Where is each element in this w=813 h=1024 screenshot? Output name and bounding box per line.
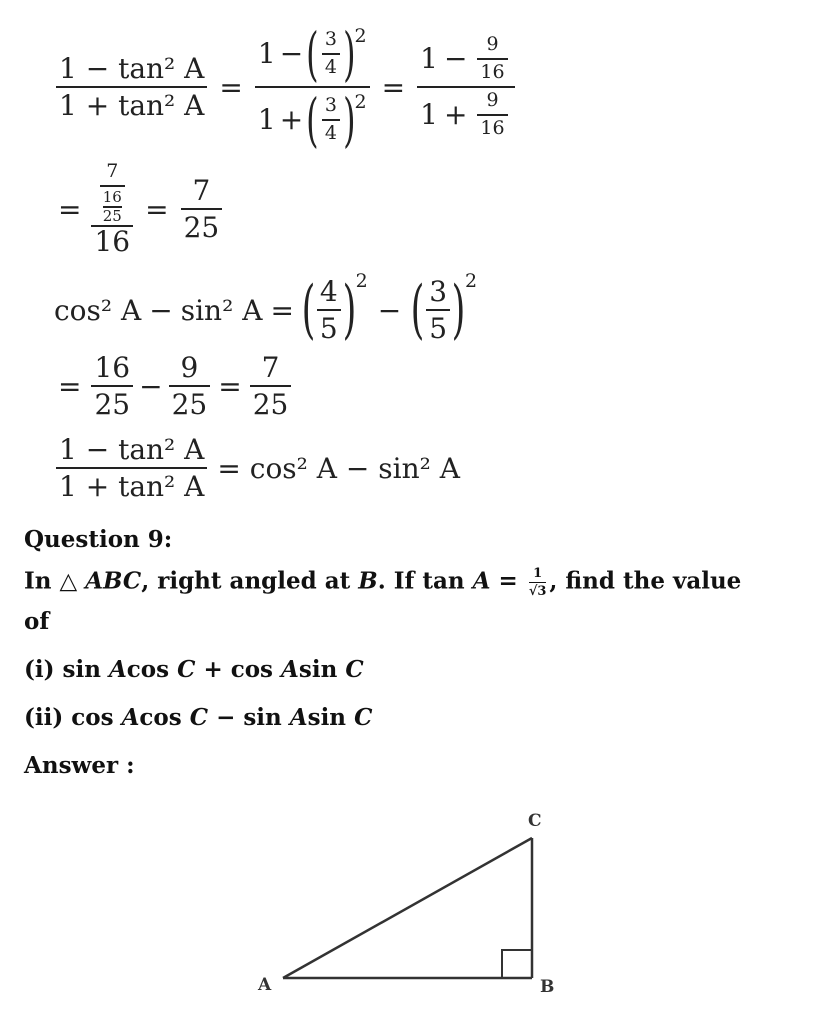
left-paren: ( xyxy=(301,273,316,347)
q-text: (ii) cos xyxy=(24,704,114,731)
q-equals: = xyxy=(498,567,518,595)
right-paren: ) xyxy=(343,86,356,154)
frac-num: 7 xyxy=(261,350,280,384)
q-var: A xyxy=(289,704,308,731)
vertex-label-b: B xyxy=(540,977,555,997)
answer-heading: Answer : xyxy=(24,752,135,779)
nine-sixteenths xyxy=(477,91,507,139)
frac-den: 25 xyxy=(171,388,208,421)
q-text: sin xyxy=(298,656,338,683)
question-heading: Question 9: xyxy=(24,526,173,553)
q-var: C xyxy=(354,704,373,731)
hypotenuse-ac xyxy=(283,838,532,978)
right-angle-marker xyxy=(502,950,532,978)
q-var: A xyxy=(108,656,127,683)
q-text: . If tan xyxy=(377,567,465,595)
frac-den: 4 xyxy=(324,122,337,144)
frac-num: 3 xyxy=(429,274,448,308)
eq1-middle-fraction xyxy=(255,20,370,154)
q-text: cos xyxy=(126,656,170,683)
frac-den: 4 xyxy=(324,56,337,78)
plus-sign: + xyxy=(443,98,468,132)
eq1-middle-numerator xyxy=(255,20,370,88)
question-part-ii xyxy=(24,704,372,731)
minus-sign: − xyxy=(139,369,163,403)
q-var: A xyxy=(472,567,491,595)
equals-sign: = xyxy=(58,192,82,226)
q-var: ABC xyxy=(85,567,142,595)
nine-25ths xyxy=(169,350,211,421)
plus-sign: + xyxy=(279,103,304,137)
frac-num: 1 xyxy=(533,566,543,581)
question-line-2: of xyxy=(24,608,50,635)
minus-sign: − xyxy=(377,293,402,327)
minus-sign: − xyxy=(279,37,304,71)
eq1-lhs-denominator: 1 + tan² A xyxy=(59,89,205,122)
right-paren: ) xyxy=(342,273,357,347)
eq2-compound-fraction xyxy=(91,159,133,259)
frac-num: 9 xyxy=(180,350,199,384)
q-var: C xyxy=(345,656,364,683)
q-text: sin xyxy=(307,704,347,731)
one: 1 xyxy=(420,42,438,76)
question-line-1 xyxy=(24,566,741,599)
q-text: , right angled at xyxy=(141,567,351,595)
exponent: 2 xyxy=(465,270,478,292)
frac-den: 25 xyxy=(252,388,289,421)
frac-den: 16 xyxy=(480,116,505,139)
eq5-rhs: = cos² A − sin² A xyxy=(217,451,460,485)
right-paren: ) xyxy=(451,273,466,347)
three-quarters xyxy=(322,96,340,144)
equals-sign: = xyxy=(219,70,243,104)
frac-den: 5 xyxy=(429,312,448,345)
equals-sign: = xyxy=(58,369,82,403)
frac-den: 16 xyxy=(480,61,505,84)
q-var: A xyxy=(281,656,299,683)
frac-num: 9 xyxy=(486,33,499,56)
sixteen-25ths xyxy=(91,350,133,421)
question-part-i xyxy=(24,656,364,683)
exponent: 2 xyxy=(355,270,368,292)
q-text: (i) sin xyxy=(24,656,101,683)
frac-num: 4 xyxy=(319,274,338,308)
eq5-fraction xyxy=(56,432,207,503)
frac-num: 3 xyxy=(324,94,337,117)
left-paren: ( xyxy=(306,86,319,154)
frac-den: 5 xyxy=(319,312,338,345)
right-paren: ) xyxy=(343,20,356,88)
eq1-right-numerator xyxy=(417,35,514,83)
equals-sign: = xyxy=(381,70,406,104)
q-var: C xyxy=(177,656,196,683)
frac-den: 25 xyxy=(94,388,131,421)
eq2-result-fraction xyxy=(181,173,223,244)
minus-sign: − xyxy=(443,42,468,76)
eq2-compound-numerator xyxy=(97,159,128,226)
left-paren: ( xyxy=(306,20,319,88)
q-var: C xyxy=(189,704,209,731)
exponent: 2 xyxy=(354,91,367,113)
eq1-middle-denominator xyxy=(255,86,370,154)
frac-num: 3 xyxy=(324,28,337,51)
frac-num: 16 xyxy=(94,350,131,384)
left-paren: ( xyxy=(410,273,425,347)
result-den: 25 xyxy=(183,211,220,244)
eq5-numerator: 1 − tan² A xyxy=(59,432,205,466)
eq1-right-denominator xyxy=(417,91,514,139)
eq1-lhs-numerator: 1 − tan² A xyxy=(59,51,205,85)
equals-sign: = xyxy=(270,293,294,327)
frac-den xyxy=(100,187,125,226)
frac-den: √3 xyxy=(528,584,547,599)
equals-sign: = xyxy=(218,369,242,403)
q-text: In △ xyxy=(24,567,78,595)
result-num: 7 xyxy=(192,173,211,207)
equation-5 xyxy=(52,428,460,508)
three-fifths xyxy=(426,274,450,345)
q-text: + cos xyxy=(203,656,274,683)
q-text: cos xyxy=(139,704,182,731)
seven-sixteenths xyxy=(100,159,125,226)
minus-sign: − xyxy=(149,293,173,327)
frac-num: 7 xyxy=(106,159,119,182)
cos-squared-term: cos² A xyxy=(54,293,142,327)
eq1-lhs-fraction xyxy=(56,51,207,122)
q-var: A xyxy=(121,704,140,731)
equals-sign: = xyxy=(145,192,169,226)
q-text: , find the value xyxy=(549,567,742,595)
equation-1 xyxy=(52,22,519,152)
nine-sixteenths xyxy=(477,35,507,83)
eq5-denominator: 1 + tan² A xyxy=(59,470,205,503)
eq2-compound-denominator: 16 xyxy=(94,225,131,259)
equation-4 xyxy=(58,348,295,424)
equation-2 xyxy=(58,150,226,268)
one: 1 xyxy=(420,98,438,132)
vertex-label-c: C xyxy=(528,811,542,831)
inner-small: 25 xyxy=(102,207,122,226)
q-var: B xyxy=(358,567,378,595)
equation-3 xyxy=(54,272,477,348)
q-text: − sin xyxy=(216,704,282,731)
sin-squared-term: sin² A xyxy=(180,293,263,327)
one-over-root-three xyxy=(529,566,547,599)
four-fifths xyxy=(317,274,341,345)
vertex-label-a: A xyxy=(258,975,272,995)
three-quarters xyxy=(322,30,340,78)
seven-25ths xyxy=(250,350,292,421)
frac-num: 9 xyxy=(486,89,499,111)
inner-den: 16 xyxy=(102,187,122,206)
one: 1 xyxy=(257,103,276,137)
exponent: 2 xyxy=(354,25,367,47)
one: 1 xyxy=(257,37,276,71)
eq1-right-fraction xyxy=(417,35,514,139)
